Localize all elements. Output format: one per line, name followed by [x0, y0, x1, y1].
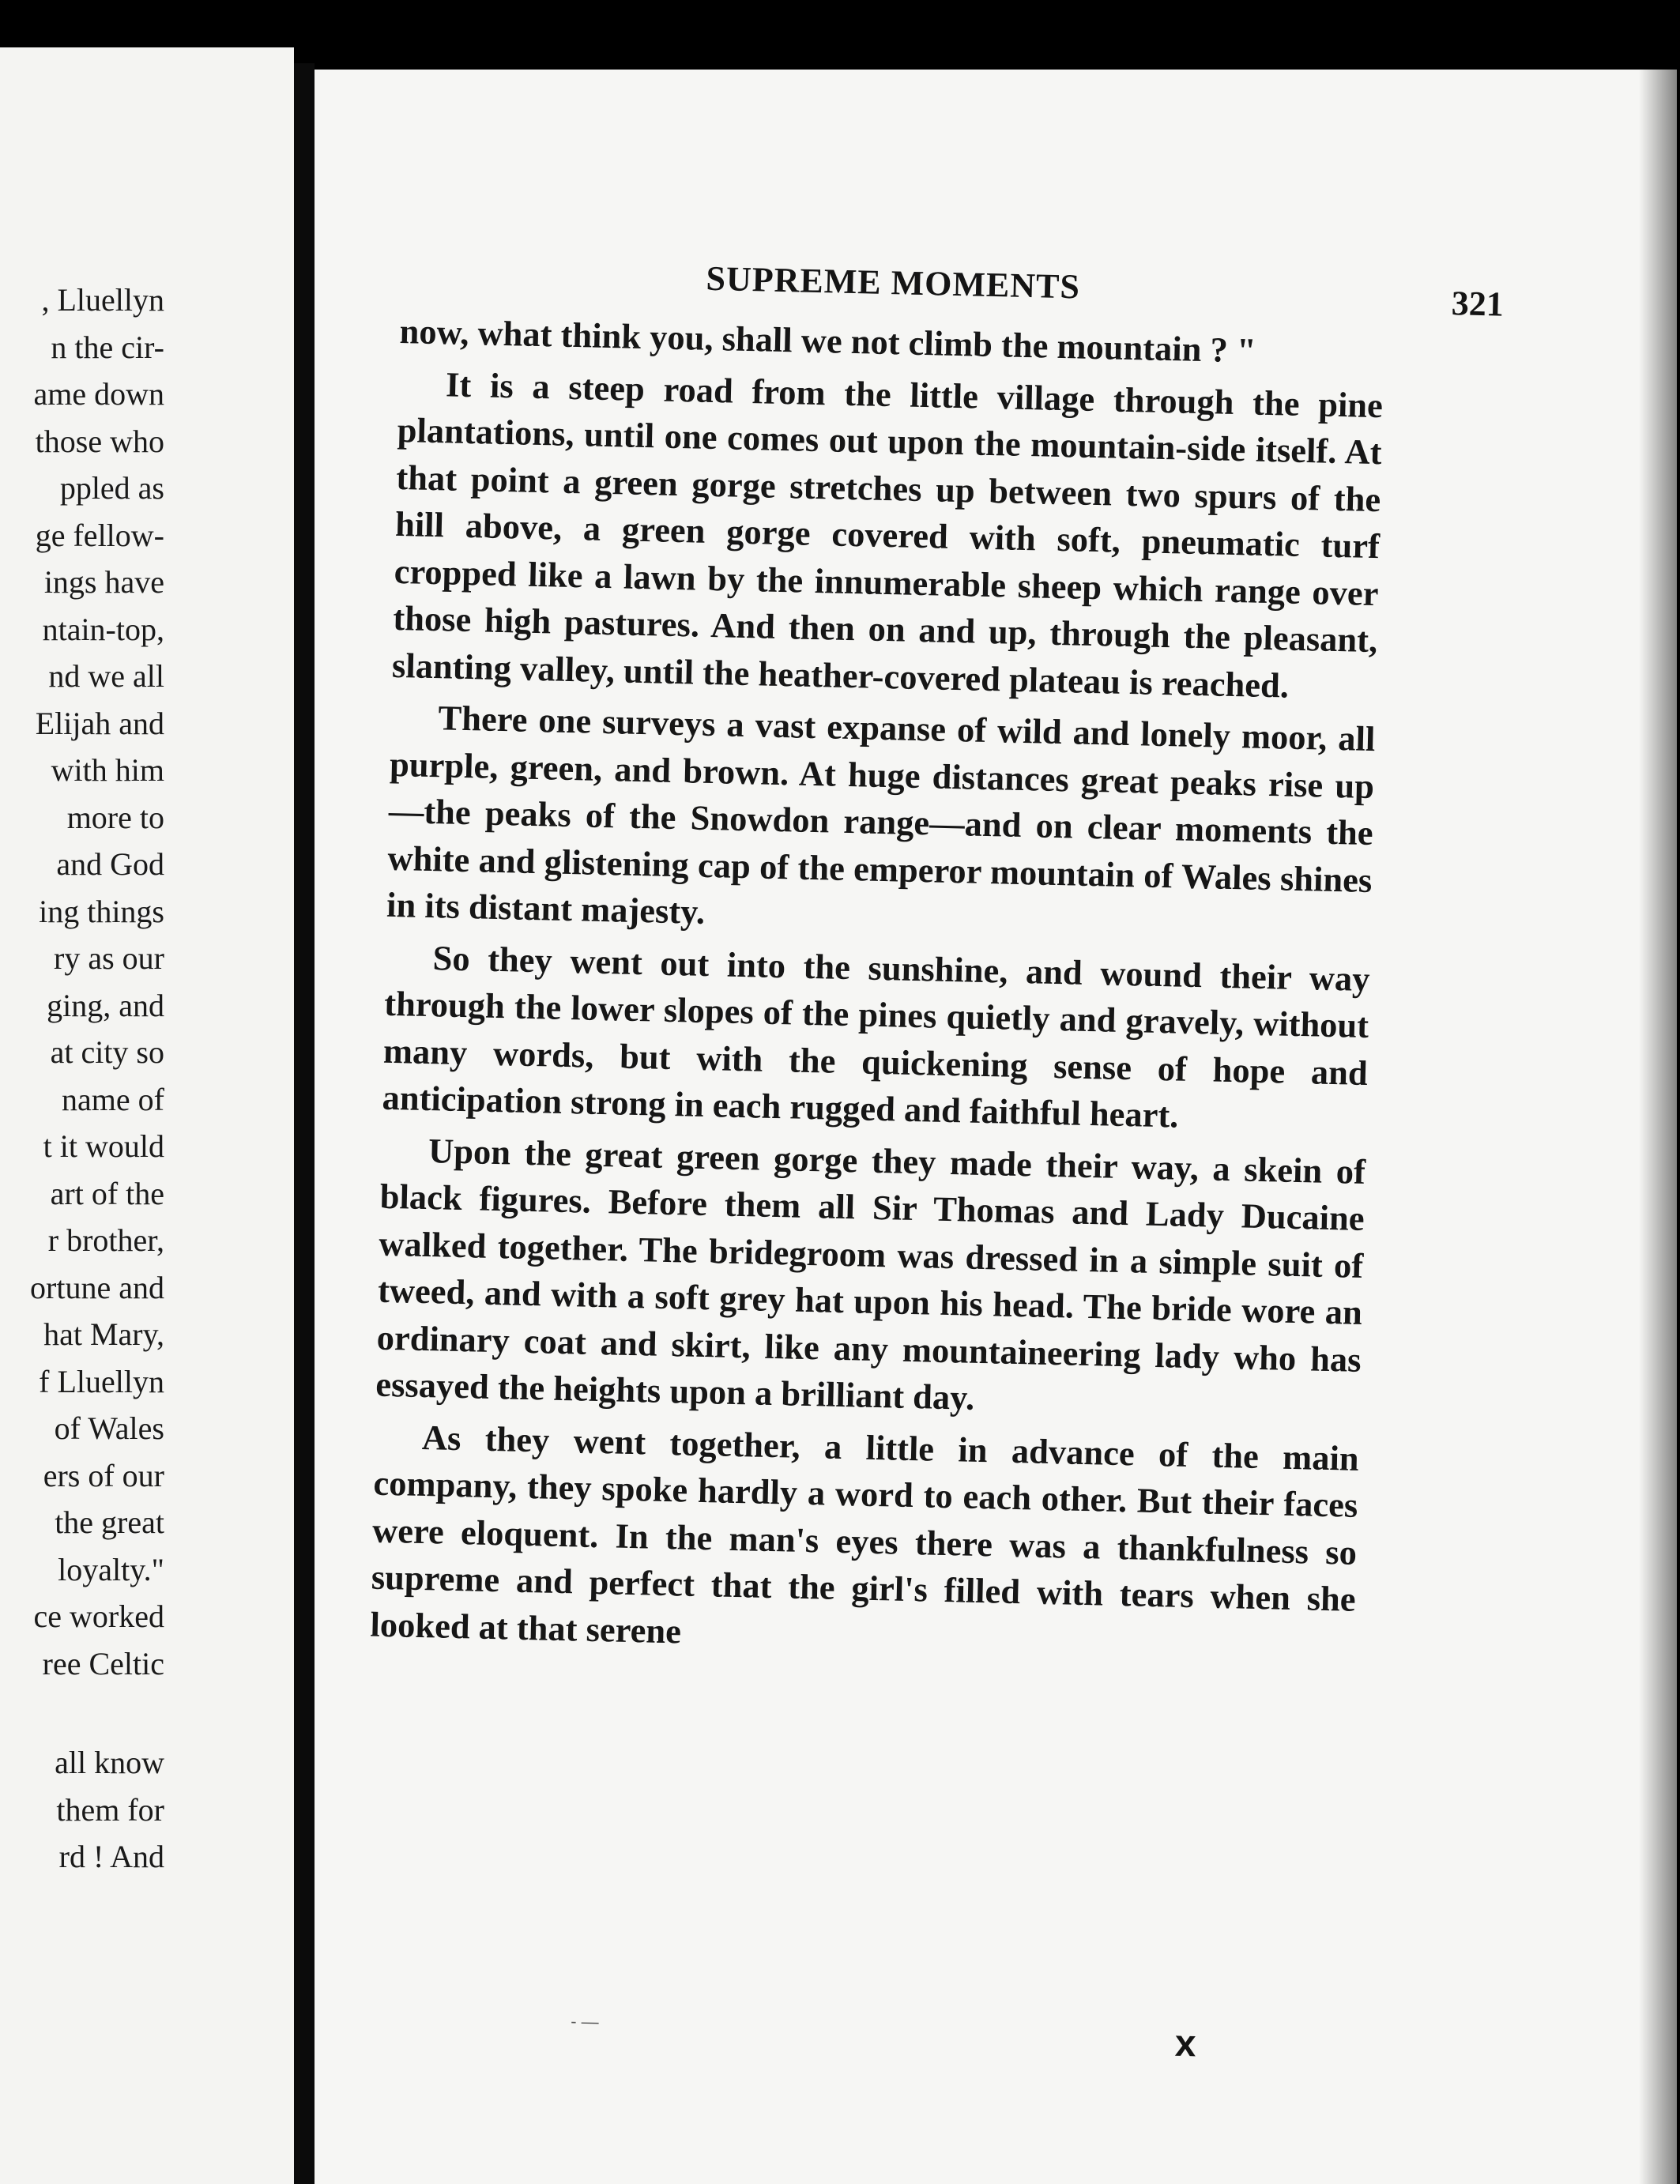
facing-page-line: ging, and — [47, 987, 164, 1023]
facing-page-line: ers of our — [43, 1457, 164, 1493]
body-text — [370, 308, 1384, 1670]
facing-page-line: ntain-top, — [42, 611, 164, 647]
book-gutter — [294, 63, 315, 2184]
facing-page-line: and God — [56, 846, 164, 882]
facing-page-line: of Wales — [54, 1410, 164, 1446]
paragraph: It is a steep road from the little village through the pine plantations, until one comes out upon the mountain-side itself. At that point a green gorge stretches up between two spurs of the hill above, a green gorge covered with soft, pneumatic turf cropped like a lawn by the innumerable sheep which range over those high pastures. And then on and up, through the pleasant, slanting valley, until the heather-covered plateau is reached. — [391, 363, 1384, 706]
facing-page-line: name of — [62, 1081, 164, 1117]
facing-page-line: ce worked — [33, 1598, 164, 1634]
paragraph: Upon the great green gorge they made their way, a skein of black figures. Before them all Sir Thomas and Lady Ducaine walked together. The bridegroom was dressed in a simple suit of tweed, and with a soft grey hat upon his head. The bride wore an ordinary coat and skirt, like any mountaineering lady who has essayed the heights upon a brilliant day. — [375, 1130, 1366, 1418]
facing-page-text — [0, 277, 164, 1881]
facing-page-line: the great — [55, 1504, 164, 1540]
facing-page-line: ree Celtic — [42, 1645, 164, 1681]
paragraph: As they went together, a little in advance of the main company, they spoke hardly a word to each other. But their faces were eloquent. In the man's eyes there was a thankfulness so supreme and perfect that the girl's filled with tears when she looked at that serene — [370, 1417, 1360, 1651]
running-title: SUPREME MOMENTS — [706, 258, 1081, 307]
facing-page-line: ge fellow- — [35, 517, 164, 553]
facing-page-line: nd we all — [48, 658, 164, 694]
printer-dash-mark: - — — [570, 2011, 599, 2032]
facing-page-line: hat Mary, — [43, 1316, 164, 1352]
facing-page-line: at city so — [50, 1034, 164, 1070]
facing-page-left — [0, 47, 294, 2184]
facing-page-line: ppled as — [59, 470, 164, 506]
facing-page-line: f Lluellyn — [39, 1363, 164, 1399]
facing-page-line: loyalty." — [58, 1551, 164, 1587]
facing-page-line: ing things — [39, 893, 164, 929]
facing-page-line: ame down — [33, 376, 164, 412]
facing-page-line: n the cir- — [51, 329, 164, 365]
paragraph: There one surveys a vast expanse of wild and lonely moor, all purple, green, and brown. At huge distances great peaks rise up—the peaks of the Snowdon range—and on clear moments the white and glistening cap of the emperor mountain of Wales shines in its distant majesty. — [386, 698, 1376, 932]
signature-mark: x — [1174, 2022, 1197, 2065]
facing-page-line: more to — [66, 799, 164, 835]
page-content — [370, 251, 1505, 2065]
facing-page-line: art of the — [50, 1175, 164, 1211]
facing-page-line: Elijah and — [35, 705, 164, 741]
facing-page-line: ry as our — [54, 940, 164, 976]
facing-page-line: those who — [35, 423, 164, 459]
page-edge-shadow — [1639, 70, 1677, 2184]
page-number: 321 — [1451, 284, 1505, 324]
facing-page-line: ings have — [43, 564, 164, 600]
facing-page-line: t it would — [43, 1128, 164, 1164]
facing-page-line: them for — [56, 1791, 164, 1828]
facing-page-line: all know — [55, 1745, 164, 1780]
facing-page-line: with him — [51, 752, 164, 788]
facing-page-line: rd ! And — [58, 1839, 164, 1874]
paragraph: So they went out into the sunshine, and wound their way through the lower slopes of the pines quietly and gravely, without many words, but with the quickening sense of hope and anticipation strong in each rugged and faithful heart. — [382, 937, 1370, 1135]
facing-page-line: r brother, — [47, 1222, 164, 1258]
page-321 — [315, 70, 1677, 2184]
facing-page-line: ortune and — [30, 1269, 164, 1305]
paragraph: now, what think you, shall we not climb the mountain ? " — [399, 311, 1257, 371]
facing-page-line: , Lluellyn — [41, 282, 164, 318]
